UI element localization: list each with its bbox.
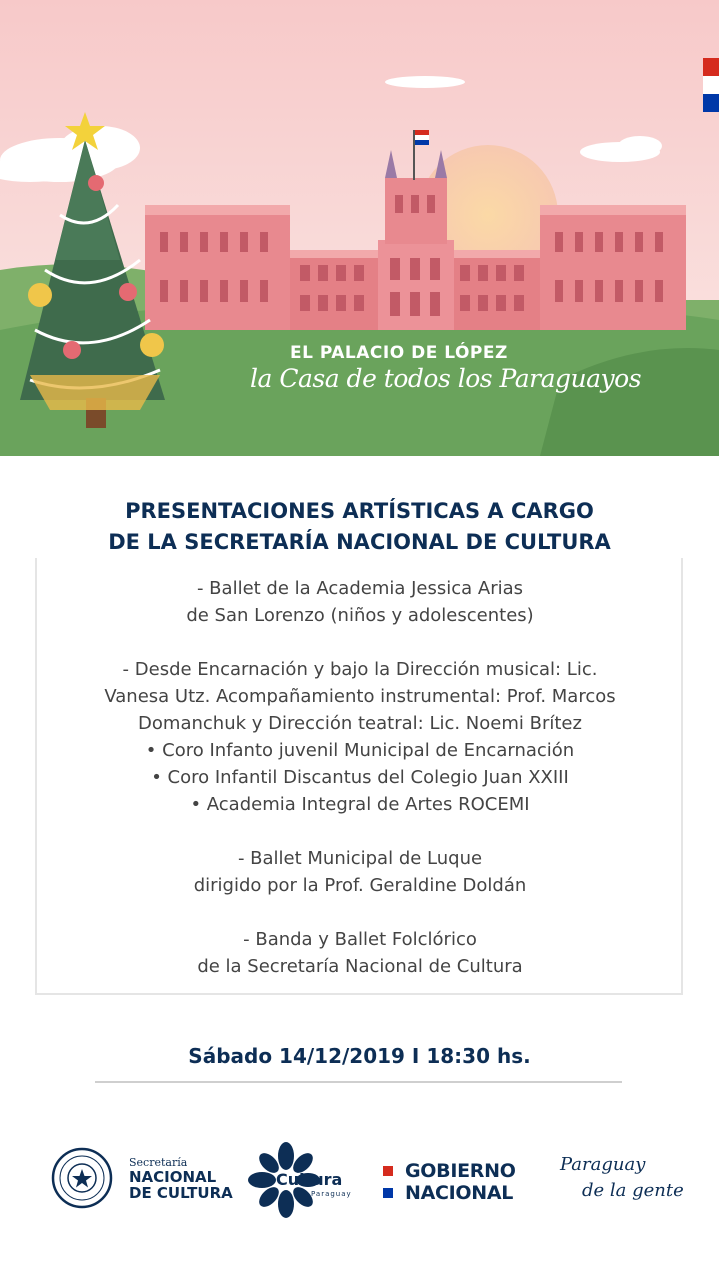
snc-line-2: DE CULTURA [129, 1184, 233, 1202]
paraguay-de-la-gente-logo [560, 1152, 684, 1204]
gob-line-1: GOBIERNO [405, 1160, 516, 1182]
heading-line-1: PRESENTACIONES ARTÍSTICAS A CARGO [125, 499, 594, 523]
heading-line-2: DE LA SECRETARÍA NACIONAL DE CULTURA [108, 530, 611, 554]
blue-square-icon [383, 1188, 393, 1198]
gob-line-2: NACIONAL [405, 1182, 514, 1204]
performance-item: - Ballet Municipal de Luque dirigido por la Prof. Geraldine Doldán [193, 848, 527, 896]
cultura-subtitle: Paraguay [311, 1190, 352, 1198]
hero-subtitle: la Casa de todos los Paraguayos [250, 364, 642, 393]
footer-logos [0, 1130, 719, 1230]
gobierno-nacional-logo [383, 1160, 516, 1204]
pdg-line-2: de la gente [582, 1180, 684, 1201]
corner-flag-icon [703, 58, 719, 112]
hero-illustration [0, 0, 719, 456]
performances-list [40, 575, 680, 980]
snc-logo [129, 1156, 233, 1201]
hero-title: EL PALACIO DE LÓPEZ [290, 343, 508, 363]
performance-item: - Banda y Ballet Folclórico de la Secretaría Nacional de Cultura [197, 929, 523, 977]
divider [95, 1081, 622, 1083]
event-date: Sábado 14/12/2019 I 18:30 hs. [188, 1044, 531, 1068]
red-square-icon [383, 1166, 393, 1176]
performance-item: - Ballet de la Academia Jessica Arias de San Lorenzo (niños y adolescentes) [186, 578, 534, 626]
flag-icon [415, 130, 429, 145]
cultura-wordmark: Cultura [276, 1170, 343, 1189]
pdg-line-1: Paraguay [560, 1154, 646, 1175]
performance-item: - Desde Encarnación y bajo la Dirección musical: Lic. Vanesa Utz. Acompañamiento instrumental: Prof. Marcos Domanchuk y Dirección teatral: Lic. Noemi Brítez • Coro Infanto juvenil Municipal de Encarnación • Coro Infantil Discantus del Colegio Juan XXIII • Academia Integral de Artes ROCEMI [104, 659, 616, 815]
seal-icon [51, 1147, 113, 1209]
snc-small-label: Secretaría [129, 1156, 188, 1169]
snc-line-1: NACIONAL [129, 1168, 217, 1186]
info-heading [30, 496, 689, 558]
